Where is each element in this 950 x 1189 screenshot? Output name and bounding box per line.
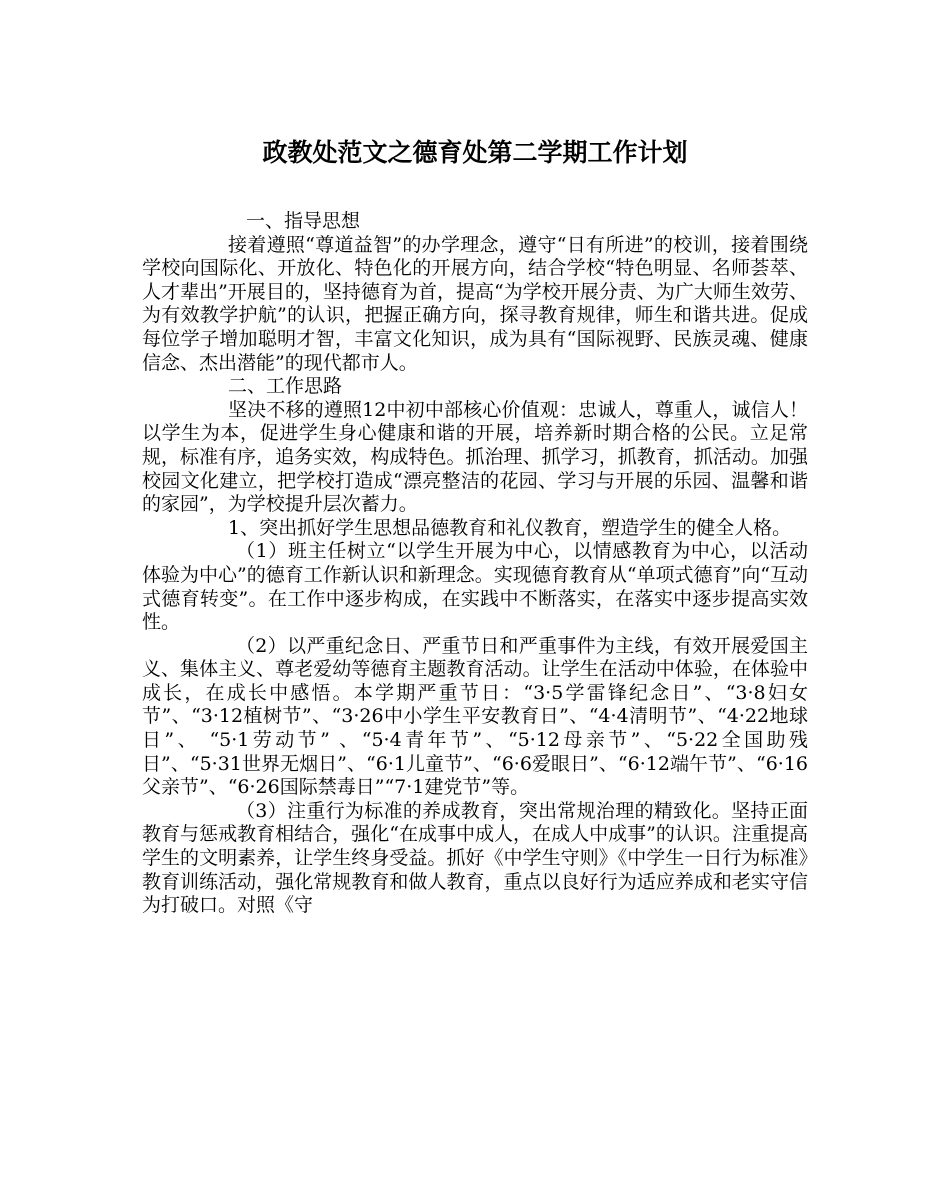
document-body	[142, 210, 808, 918]
paragraph-item-1: 1、突出抓好学生思想品德教育和礼仪教育，塑造学生的健全人格。	[228, 516, 792, 539]
paragraph-guiding: 接着遵照“尊道益智”的办学理念，遵守“日有所进”的校训，接着围绕学校向国际化、开放化、特色化的开展方向，结合学校“特色明显、名师荟萃、人才辈出”开展目的，坚持德育为首，提高“为学校开展分责、为广大师生效劳、为有效教学护航”的认识，把握正确方向，探寻教育规律，师生和谐共进。促成每位学子增加聪明才智，丰富文化知识，成为具有“国际视野、民族灵魂、健康信念、杰出潜能”的现代都市人。	[142, 233, 808, 374]
document-title: 政教处范文之德育处第二学期工作计划	[262, 138, 688, 167]
paragraph-approach: 坚决不移的遵照12中初中部核心价值观：忠诚人，尊重人，诚信人！以学生为本，促进学生身心健康和谐的开展，培养新时期合格的公民。立足常规，标准有序，追务实效，构成特色。抓治理、抓学习，抓教育，抓活动。加强校园文化建立，把学校打造成“漂亮整洁的花园、学习与开展的乐园、温馨和谐的家园”，为学校提升层次蓄力。	[142, 398, 808, 516]
paragraph-sub-3: （3）注重行为标准的养成教育，突出常规治理的精致化。坚持正面教育与惩戒教育相结合，强化“在成事中成人，在成人中成事”的认识。注重提高学生的文明素养，让学生终身受益。抓好《中学生守则》《中学生一日行为标准》教育训练活动，强化常规教育和做人教育，重点以良好行为适应养成和老实守信为打破口。对照《守	[142, 799, 808, 917]
section-heading-approach: 二、工作思路	[228, 375, 343, 398]
paragraph-sub-1: （1）班主任树立“以学生开展为中心，以情感教育为中心，以活动体验为中心”的德育工作新认识和新理念。实现德育教育从“单项式德育”向“互动式德育转变”。在工作中逐步构成，在实践中不断落实，在落实中逐步提高实效性。	[142, 540, 808, 634]
section-heading-guiding: 一、指导思想	[246, 210, 361, 232]
paragraph-sub-2: （2）以严重纪念日、严重节日和严重事件为主线，有效开展爱国主义、集体主义、尊老爱幼等德育主题教育活动。让学生在活动中体验，在体验中成长，在成长中感悟。本学期严重节日：“3·5学雷锋纪念日”、“3·8妇女节”、“3·12植树节”、“3·26中小学生平安教育日”、“4·4清明节”、“4·22地球日”、 “5·1劳动节” 、“5·4青年节”、“5·12母亲节”、“5·22全国助残日”、“5·31世界无烟日”、“6·1儿童节”、“6·6爱眼日”、“6·12端午节”、“6·16父亲节”、“6·26国际禁毒日”“7·1建党节”等。	[142, 634, 808, 799]
